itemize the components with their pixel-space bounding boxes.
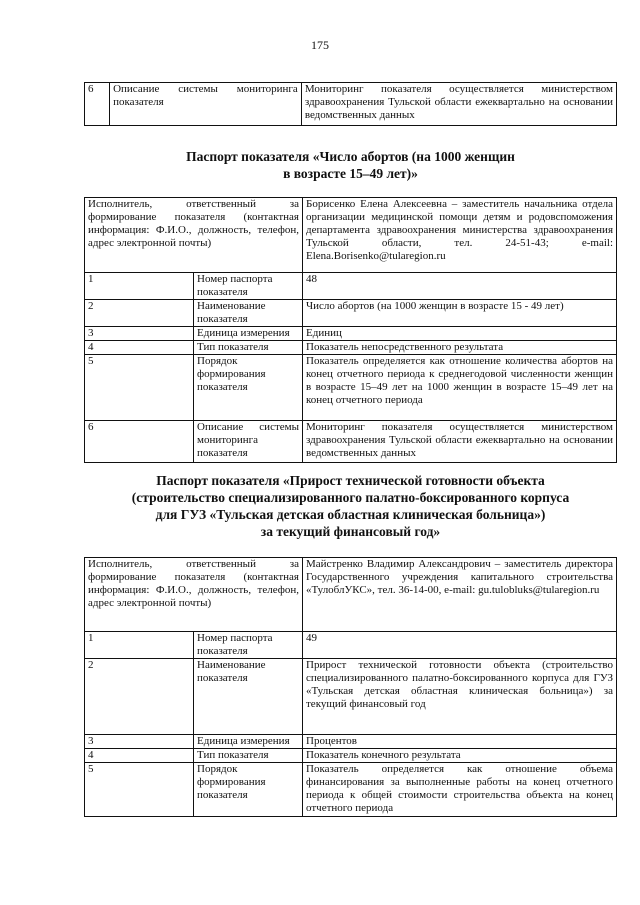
row-value: 49	[303, 632, 617, 659]
row-value: Единиц	[303, 327, 617, 341]
table-row	[85, 659, 617, 735]
row-value: Мониторинг показателя осуществляется министерством здравоохранения Тульской области ежеквартально на основании ведомственных данных	[303, 421, 617, 463]
table-row	[85, 763, 617, 817]
passport-49-title-line3: для ГУЗ «Тульская детская областная клиническая больница»)	[155, 507, 546, 522]
table-row	[85, 421, 617, 463]
row-value: Показатель определяется как отношение объема финансирования за выполненные работы на конец отчетного периода к общей стоимости строительства объекта на конец отчетного периода	[303, 763, 617, 817]
table-row	[85, 327, 617, 341]
row-label: Порядок формирования показателя	[194, 763, 303, 817]
row-number: 4	[85, 749, 194, 763]
row-value: 48	[303, 273, 617, 300]
row-label: Описание системы мониторинга показателя	[194, 421, 303, 463]
row-number: 1	[85, 632, 194, 659]
row-number: 3	[85, 327, 194, 341]
row-label: Единица измерения	[194, 327, 303, 341]
table-row	[85, 355, 617, 421]
page-number: 175	[311, 38, 329, 52]
row-number: 2	[85, 300, 194, 327]
passport-49-title-line2: (строительство специализированного палатно-боксированного корпуса	[131, 490, 570, 505]
passport-49-title-line1: Паспорт показателя «Прирост технической готовности объекта	[156, 473, 545, 488]
passport-48-title-line1: Паспорт показателя «Число абортов (на 1000 женщин	[186, 149, 515, 164]
table-row	[85, 735, 617, 749]
row-value: Процентов	[303, 735, 617, 749]
row-value: Мониторинг показателя осуществляется министерством здравоохранения Тульской области ежеквартально на основании ведомственных данных	[301, 83, 616, 126]
row-label: Описание системы мониторинга показателя	[110, 83, 302, 126]
row-value: Показатель непосредственного результата	[303, 341, 617, 355]
table-row	[85, 749, 617, 763]
row-number: 6	[85, 83, 110, 126]
row-value: Прирост технической готовности объекта (строительство специализированного палатно-боксированного корпуса для ГУЗ «Тульская детская областная клиническая больница») за текущий финансовый год	[303, 659, 617, 735]
table-row	[85, 83, 617, 126]
row-label: Тип показателя	[194, 749, 303, 763]
row-label: Наименование показателя	[194, 300, 303, 327]
row-label: Порядок формирования показателя	[194, 355, 303, 421]
table-row	[85, 632, 617, 659]
passport-48-title-line2: в возрасте 15–49 лет)»	[283, 166, 418, 181]
row-number: 5	[85, 763, 194, 817]
passport-48-title	[84, 148, 617, 182]
row-number: 1	[85, 273, 194, 300]
executor-label: Исполнитель, ответственный за формирование показателя (контактная информация: Ф.И.О., должность, телефон, адрес электронной почты)	[85, 198, 303, 273]
row-number: 3	[85, 735, 194, 749]
row-value: Показатель конечного результата	[303, 749, 617, 763]
continuation-table	[84, 82, 617, 126]
row-label: Единица измерения	[194, 735, 303, 749]
passport-49-table	[84, 557, 617, 817]
table-row	[85, 341, 617, 355]
row-value: Показатель определяется как отношение количества абортов на конец отчетного периода к среднегодовой численности женщин в возрасте 15–49 лет на 1000 женщин в возрасте 15–49 лет на конец отчетного периода	[303, 355, 617, 421]
row-number: 2	[85, 659, 194, 735]
passport-48-table	[84, 197, 617, 463]
executor-row	[85, 558, 617, 632]
executor-row	[85, 198, 617, 273]
row-label: Номер паспорта показателя	[194, 632, 303, 659]
row-number: 5	[85, 355, 194, 421]
row-number: 4	[85, 341, 194, 355]
row-label: Номер паспорта показателя	[194, 273, 303, 300]
row-label: Наименование показателя	[194, 659, 303, 735]
row-value: Число абортов (на 1000 женщин в возрасте 15 - 49 лет)	[303, 300, 617, 327]
row-number: 6	[85, 421, 194, 463]
table-row	[85, 273, 617, 300]
table-row	[85, 300, 617, 327]
executor-label: Исполнитель, ответственный за формирование показателя (контактная информация: Ф.И.О., должность, телефон, адрес электронной почты)	[85, 558, 303, 632]
executor-value: Борисенко Елена Алексеевна – заместитель начальника отдела организации медицинской помощи детям и родовспоможения департамента здравоохранения министерства здравоохранения Тульской области, тел. 24-51-43; e-mail: Elena.Borisenko@tularegion.ru	[303, 198, 617, 273]
passport-49-title-line4: за текущий финансовый год»	[260, 524, 441, 539]
row-label: Тип показателя	[194, 341, 303, 355]
executor-value: Майстренко Владимир Александрович – заместитель директора Государственного учреждения капитального строительства «ТулоблУКС», тел. 36-14-00, e-mail: gu.tulobluks@tularegion.ru	[303, 558, 617, 632]
passport-49-title	[84, 472, 617, 540]
